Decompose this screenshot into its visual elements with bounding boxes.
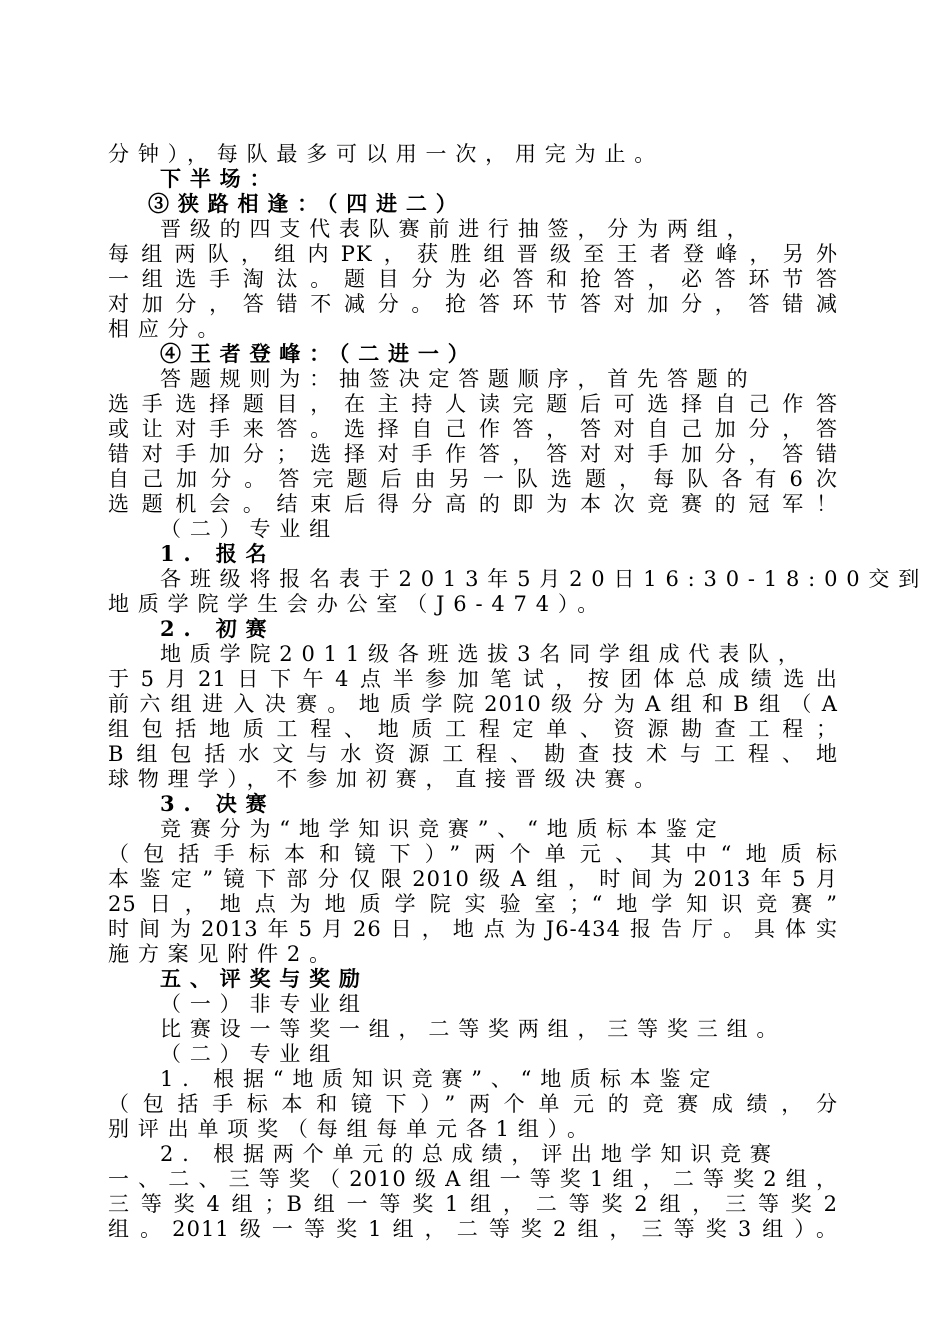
- paragraph-line: 前六组进入决赛。地质学院2010级分为A组和B组（A: [108, 692, 838, 716]
- subsection-heading: ④王者登峰：（二进一）: [160, 341, 478, 366]
- section-heading: （二）专业组: [160, 517, 339, 541]
- paragraph-line: （包括手标本和镜下）”两个单元的竞赛成绩，分: [108, 1092, 838, 1116]
- paragraph-line: 2. 根据两个单元的总成绩，评出地学知识竞赛: [160, 1142, 780, 1166]
- paragraph-line: 三等奖4组；B组一等奖1组，二等奖2组，三等奖2: [108, 1192, 838, 1216]
- paragraph-line: 错对手加分；选择对手作答，答对对手加分，答错: [108, 442, 838, 466]
- section-heading: 五、评奖与奖励: [160, 966, 369, 991]
- paragraph-line: 1. 根据“地质知识竞赛”、“地质标本鉴定: [160, 1067, 720, 1091]
- paragraph-line: 球物理学），不参加初赛，直接晋级决赛。: [108, 767, 665, 791]
- paragraph-line: 比赛设一等奖一组，二等奖两组，三等奖三组。: [160, 1017, 787, 1041]
- subsection-heading: 2. 初赛: [160, 616, 276, 641]
- subsection-heading: 1. 报名: [160, 541, 276, 566]
- paragraph-line: 对加分，答错不减分。抢答环节答对加分，答错减: [108, 292, 838, 316]
- paragraph-line: （包括手标本和镜下）”两个单元、其中“地质标: [108, 842, 838, 866]
- paragraph-line: 分钟），每队最多可以用一次，用完为止。: [108, 142, 665, 166]
- section-heading: 下半场：: [160, 166, 280, 191]
- paragraph-line: 相应分。: [108, 317, 228, 341]
- paragraph-line: 组包括地质工程、地质工程定单、资源勘查工程；: [108, 717, 838, 741]
- paragraph-line: 地质学院2011级各班选拔3名同学组成代表队，: [160, 642, 808, 666]
- section-heading: （二）专业组: [160, 1042, 339, 1066]
- paragraph-line: 竞赛分为“地学知识竞赛”、“地质标本鉴定: [160, 817, 726, 841]
- paragraph-line: 于5月21日下午4点半参加笔试，按团体总成绩选出: [108, 667, 838, 691]
- paragraph-line: 地质学院学生会办公室（J6-474）。: [108, 592, 608, 616]
- paragraph-line: 施方案见附件2。: [108, 942, 339, 966]
- paragraph-line: 选题机会。结束后得分高的即为本次竞赛的冠军！: [108, 492, 838, 516]
- paragraph-line: 或让对手来答。选择自己作答，答对自己加分，答: [108, 417, 838, 441]
- subsection-heading: ③狭路相逢：（四进二）: [148, 191, 466, 216]
- paragraph-line: 组。2011级一等奖1组，二等奖2组，三等奖3组）。: [108, 1217, 838, 1241]
- paragraph-line: 每组两队，组内PK，获胜组晋级至王者登峰，另外: [108, 242, 838, 266]
- paragraph-line: 晋级的四支代表队赛前进行抽签，分为两组，: [160, 217, 757, 241]
- paragraph-line: 各班级将报名表于2013年5月20日16:30-18:00交到: [160, 567, 929, 591]
- paragraph-line: 时间为2013年5月26日，地点为J6-434报告厅。具体实: [108, 917, 838, 941]
- subsection-heading: 3. 决赛: [160, 791, 276, 816]
- paragraph-line: 自己加分。答完题后由另一队选题，每队各有6次: [108, 467, 838, 491]
- paragraph-line: 选手选择题目，在主持人读完题后可选择自己作答: [108, 392, 838, 416]
- paragraph-line: 本鉴定”镜下部分仅限2010级A组，时间为2013年5月: [108, 867, 838, 891]
- paragraph-line: 别评出单项奖（每组每单元各1组）。: [108, 1117, 597, 1141]
- paragraph-line: 答题规则为：抽签决定答题顺序，首先答题的: [160, 367, 757, 391]
- section-heading: （一）非专业组: [160, 992, 369, 1016]
- paragraph-line: 一、二、三等奖（2010级A组一等奖1组，二等奖2组，: [108, 1167, 838, 1191]
- paragraph-line: 25日，地点为地质学院实验室；“地学知识竞赛”: [108, 892, 838, 916]
- paragraph-line: 一组选手淘汰。题目分为必答和抢答，必答环节答: [108, 267, 838, 291]
- paragraph-line: B组包括水文与水资源工程、勘查技术与工程、地: [108, 742, 838, 766]
